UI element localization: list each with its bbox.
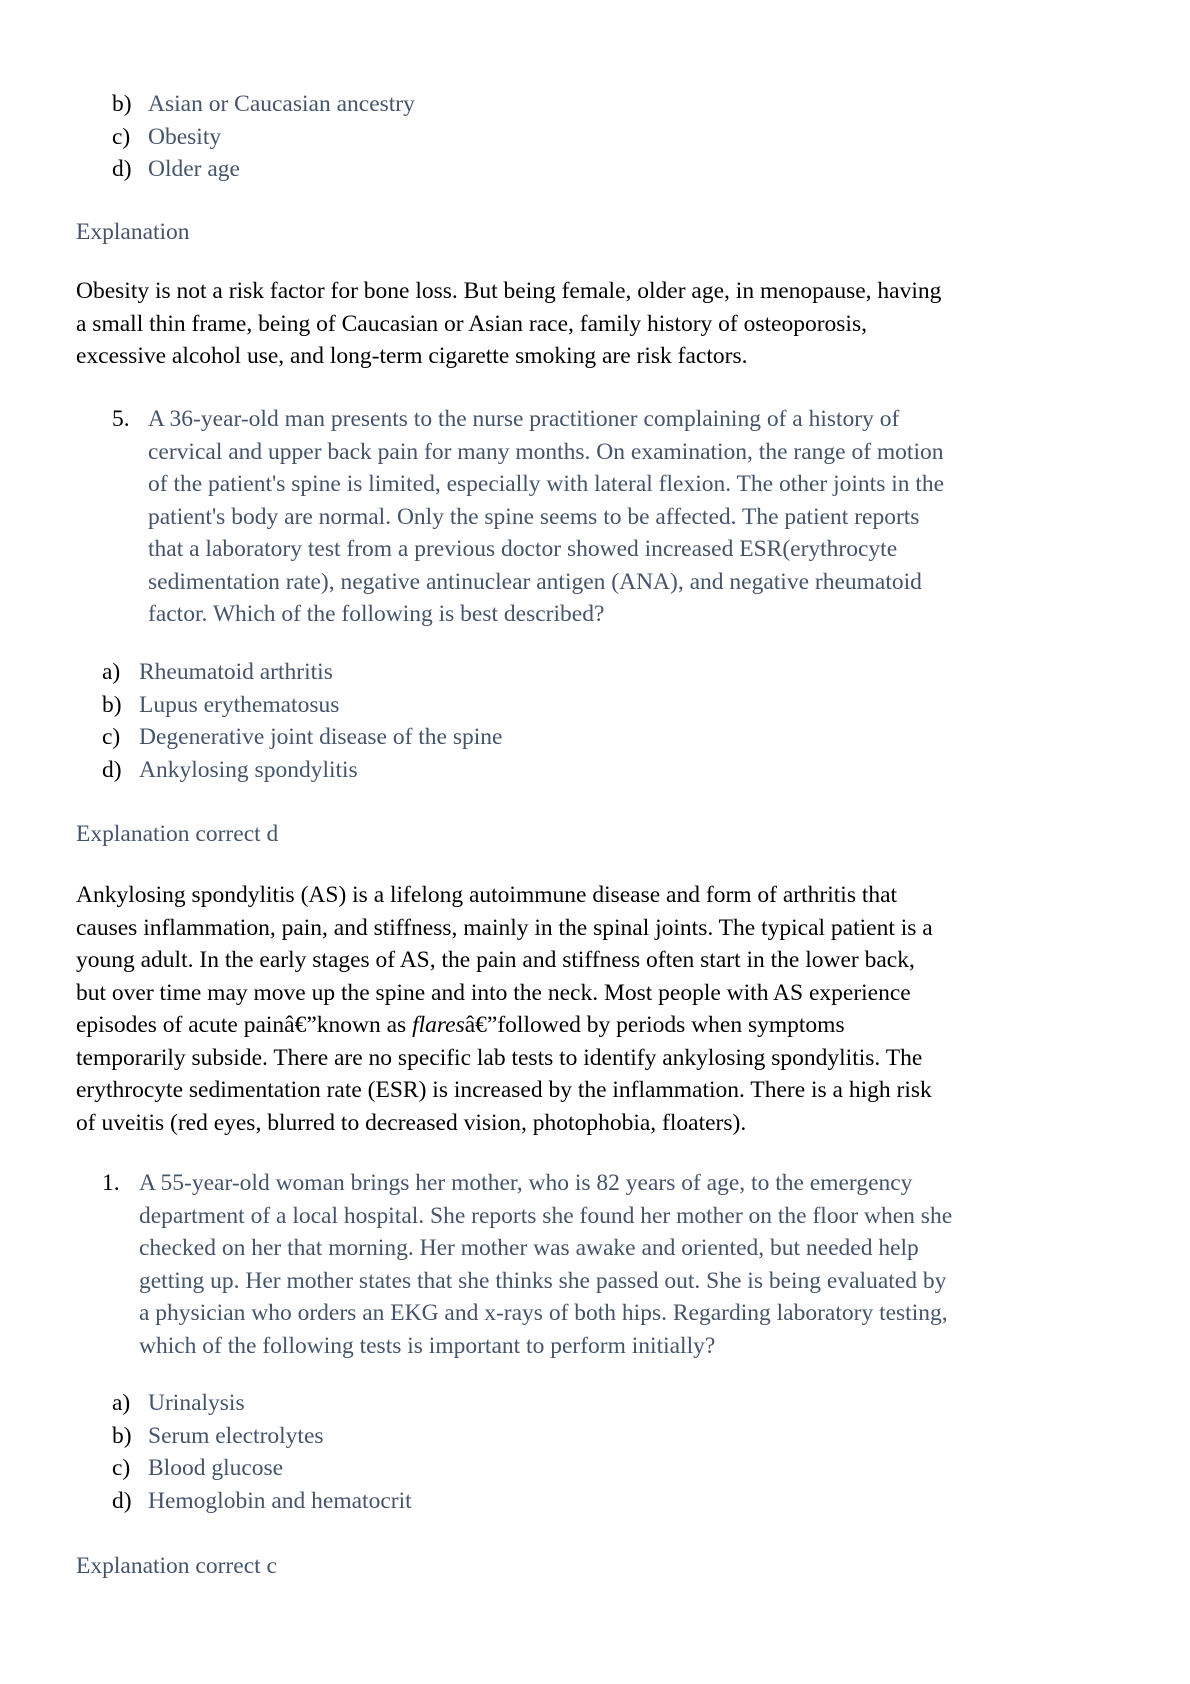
italic-term: flares: [412, 1012, 465, 1038]
option-text: Older age: [148, 156, 240, 182]
option-letter: c): [112, 1455, 131, 1481]
explanation-line: temporarily subside. There are no specific lab tests to identify ankylosing spondylitis. The: [76, 1044, 923, 1071]
option-letter: c): [112, 123, 131, 150]
question-line: department of a local hospital. She reports she found her mother on the floor when she: [139, 1202, 953, 1229]
option-text: Rheumatoid arthritis: [139, 659, 333, 685]
option-letter: b): [112, 91, 132, 117]
question-number: 1.: [102, 1170, 120, 1196]
option-text: Serum electrolytes: [148, 1422, 324, 1449]
explanation-line: erythrocyte sedimentation rate (ESR) is increased by the inflammation. There is a high risk: [76, 1077, 932, 1103]
question-line: A 55-year-old woman brings her mother, who is 82 years of age, to the emergency: [139, 1170, 913, 1196]
option-letter: a): [112, 1390, 131, 1416]
explanation-line: [76, 1009, 1116, 1042]
option-text: Lupus erythematosus: [139, 691, 340, 718]
explanation-paragraph: [76, 275, 1116, 373]
option-letter: c): [102, 724, 121, 750]
explanation-line: Obesity is not a risk factor for bone loss. But being female, older age, in menopause, having: [76, 278, 942, 304]
explanation-line: of uveitis (red eyes, blurred to decreased vision, photophobia, floaters).: [76, 1109, 747, 1136]
option-letter: b): [102, 691, 122, 718]
explanation-heading: Explanation correct c: [76, 1553, 277, 1579]
explanation-line: young adult. In the early stages of AS, the pain and stiffness often start in the lower back,: [76, 947, 915, 973]
option-text: Obesity: [148, 123, 222, 150]
question-line: A 36-year-old man presents to the nurse practitioner complaining of a history of: [148, 406, 900, 432]
option-letter: d): [112, 156, 132, 182]
option-text: Degenerative joint disease of the spine: [139, 724, 503, 750]
option-text: Asian or Caucasian ancestry: [148, 91, 415, 117]
question-line: patient's body are normal. Only the spine seems to be affected. The patient reports: [148, 503, 920, 530]
question-line: checked on her that morning. Her mother was awake and oriented, but needed help: [139, 1235, 919, 1261]
option-text: Ankylosing spondylitis: [139, 756, 358, 783]
explanation-line: Ankylosing spondylitis (AS) is a lifelong autoimmune disease and form of arthritis that: [76, 882, 898, 908]
explanation-line: but over time may move up the spine and into the neck. Most people with AS experience: [76, 979, 911, 1006]
line-text: episodes of acute painâ€”known as: [76, 1012, 413, 1038]
question-line: factor. Which of the following is best described?: [148, 601, 605, 627]
question-line: getting up. Her mother states that she thinks she passed out. She is being evaluated by: [139, 1267, 947, 1294]
option-letter: b): [112, 1422, 132, 1449]
option-letter: a): [102, 659, 121, 685]
question-line: which of the following tests is important to perform initially?: [139, 1332, 716, 1359]
option-text: Hemoglobin and hematocrit: [148, 1487, 412, 1514]
option-text: Urinalysis: [148, 1390, 245, 1416]
question-line: of the patient's spine is limited, especially with lateral flexion. The other joints in the: [148, 471, 945, 497]
explanation-line: a small thin frame, being of Caucasian or Asian race, family history of osteoporosis,: [76, 310, 867, 337]
explanation-paragraph: [76, 879, 1116, 1139]
line-text: â€”followed by periods when symptoms: [464, 1012, 845, 1038]
explanation-heading: Explanation correct d: [76, 821, 279, 847]
option-letter: d): [112, 1487, 132, 1514]
question-line: a physician who orders an EKG and x-rays of both hips. Regarding laboratory testing,: [139, 1300, 948, 1326]
question-text: [148, 403, 944, 631]
question-text: [139, 1167, 952, 1362]
question-line: cervical and upper back pain for many months. On examination, the range of motion: [148, 438, 944, 465]
explanation-line: excessive alcohol use, and long-term cigarette smoking are risk factors.: [76, 343, 748, 369]
question-number: 5.: [112, 406, 130, 432]
question-line: that a laboratory test from a previous doctor showed increased ESR(erythrocyte: [148, 536, 898, 562]
explanation-line: causes inflammation, pain, and stiffness, mainly in the spinal joints. The typical patient is a: [76, 914, 933, 941]
question-line: sedimentation rate), negative antinuclear antigen (ANA), and negative rheumatoid: [148, 568, 922, 595]
explanation-heading: Explanation: [76, 219, 190, 245]
option-text: Blood glucose: [148, 1455, 284, 1481]
option-letter: d): [102, 756, 122, 783]
